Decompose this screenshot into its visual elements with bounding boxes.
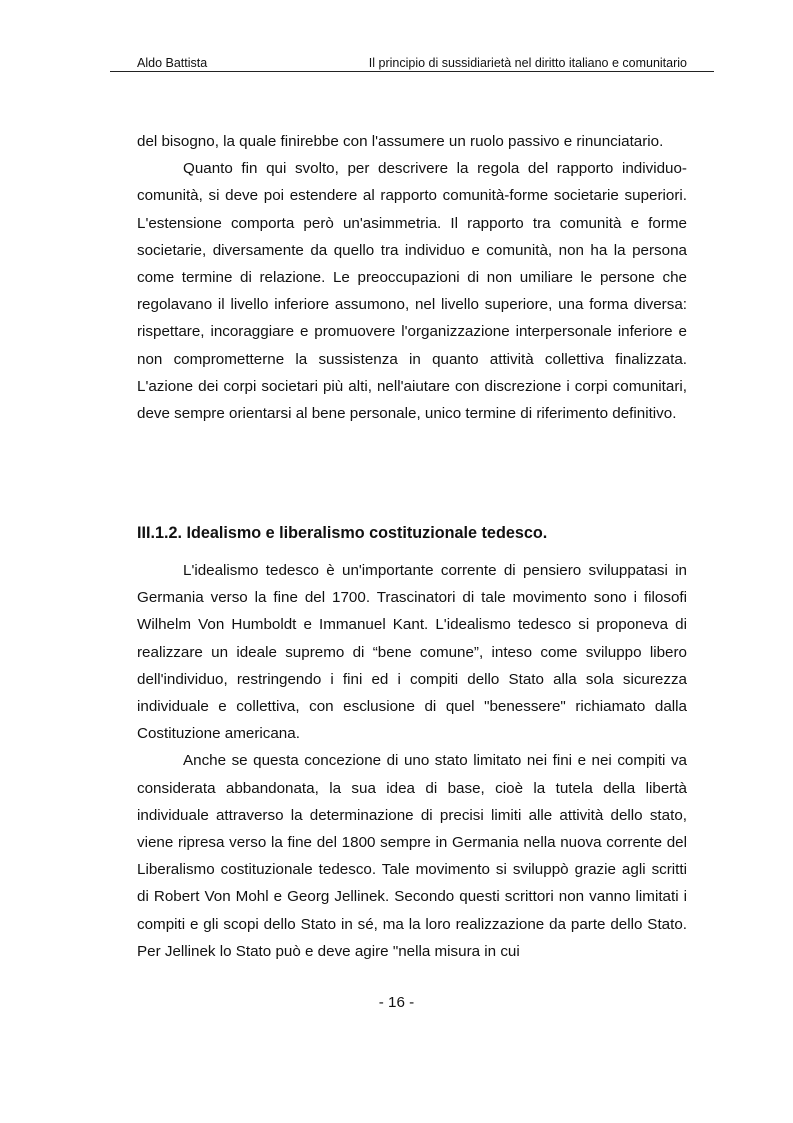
section-heading: III.1.2. Idealismo e liberalismo costituzionale tedesco. xyxy=(137,524,548,542)
running-header xyxy=(137,55,687,71)
paragraph: L'idealismo tedesco è un'importante corrente di pensiero sviluppatasi in Germania verso la fine del 1700. Trascinatori di tale movimento sono i filosofi Wilhelm Von Humboldt e Immanuel Kant. L'idealismo tedesco si proponeva di realizzare un ideale supremo di “bene comune”, inteso come sviluppo libero dell'individuo, restringendo i fini ed i compiti dello Stato alla sola sicurezza individuale e collettiva, con esclusione di quel "benessere" richiamato dalla Costituzione americana. xyxy=(137,562,687,743)
paragraph: del bisogno, la quale finirebbe con l'assumere un ruolo passivo e rinunciatario. xyxy=(137,133,664,150)
paragraph: Quanto fin qui svolto, per descrivere la regola del rapporto individuo-comunità, si deve poi estendere al rapporto comunità-forme societarie superiori. L'estensione comporta però un'asimmetria. Il rapporto tra comunità e forme societarie, diversamente da quello tra individuo e comunità, non ha la persona come termine di relazione. Le preoccupazioni di non umiliare le persone che regolavano il livello inferiore assumono, nel livello superiore, una forma diversa: rispettare, incoraggiare e promuovere l'organizzazione interpersonale inferiore e non comprometterne la sussistenza in quanto attività collettiva finalizzata. L'azione dei corpi societari più alti, nell'aiutare con discrezione i corpi comunitari, deve sempre orientarsi al bene personale, unico termine di riferimento definitivo. xyxy=(137,160,687,423)
paragraph: Anche se questa concezione di uno stato limitato nei fini e nei compiti va considerata abbandonata, la sua idea di base, cioè la tutela della libertà individuale attraverso la determinazione di precisi limiti alle attività dello stato, viene ripresa verso la fine del 1800 sempre in Germania nella nuova corrente del Liberalismo costituzionale tedesco. Tale movimento si sviluppò grazie agli scritti di Robert Von Mohl e Georg Jellinek. Secondo questi scrittori non vanno limitati i compiti e gli scopi dello Stato in sé, ma la loro realizzazione da parte dello Stato. Per Jellinek lo Stato può e deve agire "nella misura in cui xyxy=(137,752,687,960)
body-text-block-1 xyxy=(137,128,687,427)
page-number: - 16 - xyxy=(378,994,415,1011)
header-title: Il principio di sussidiarietà nel diritto italiano e comunitario xyxy=(368,56,687,70)
header-rule xyxy=(110,71,714,72)
body-text-block-2 xyxy=(137,557,687,965)
header-author: Aldo Battista xyxy=(137,56,208,70)
